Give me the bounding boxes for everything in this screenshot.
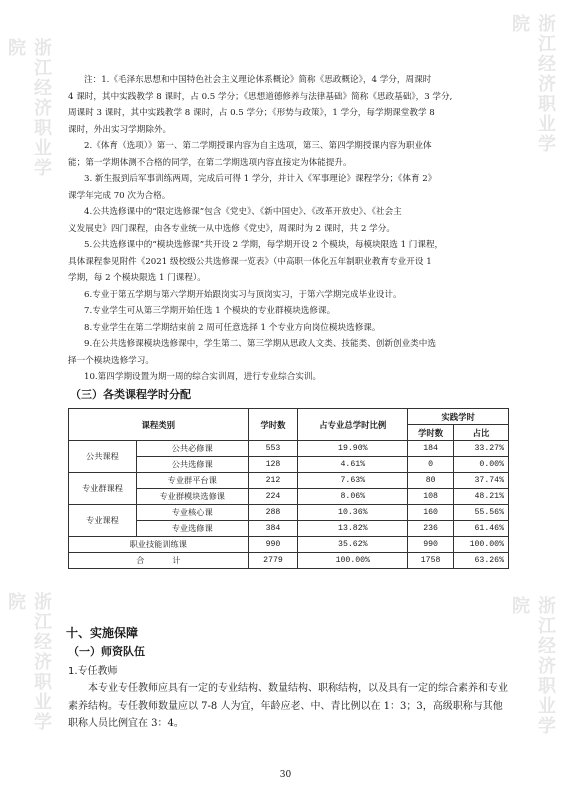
ratio-cell: 13.82%: [298, 521, 408, 537]
note-2-line-a: 2.《体育（选项）》第一、第二学期授课内容为自主选项，第三、第四学期授课内容为职业体: [84, 141, 432, 151]
header-ratio: 占专业总学时比例: [298, 409, 408, 441]
note-5-line-a: 5.公共选修课中的“模块选修课”共开设 2 学期，每学期开设 2 个模块，每模块限选 1 门课程，: [84, 240, 444, 250]
note-3-line-a: 3. 新生报到后军事训练两周，完成后可得 1 学分，并计入《军事理论》课程学分；《体育 2》: [84, 174, 437, 184]
note-5-line-b: 具体课程参见附件《2021 级校级公共选修课一览表》（中高职一体化五年制职业教育专业开设 1: [68, 256, 432, 267]
hours-cell: 2779: [248, 553, 298, 569]
watermark-stamp-right-bottom: 浙江经济职业学院: [509, 596, 556, 736]
section-10-heading: 十、实施保障: [66, 626, 139, 640]
group-name: 专业群课程: [69, 473, 137, 505]
practice-ratio-cell: 55.56%: [454, 505, 509, 521]
sub-category: 专业核心课: [136, 505, 248, 521]
header-hours: 学时数: [248, 409, 298, 441]
sub-category: 专业选修课: [136, 521, 248, 537]
practice-hours-cell: 1758: [408, 553, 454, 569]
ratio-cell: 4.61%: [298, 457, 408, 473]
hours-cell: 128: [248, 457, 298, 473]
table-row: [69, 441, 509, 457]
header-practice-hours: 学时数: [408, 425, 454, 441]
practice-hours-cell: 184: [408, 441, 454, 457]
note-4: [68, 204, 508, 237]
ratio-cell: 35.62%: [298, 537, 408, 553]
hours-cell: 553: [248, 441, 298, 457]
page-number: 30: [279, 770, 292, 780]
table-row-skills: [69, 537, 509, 553]
watermark-stamp-left-bottom: 浙江经济职业学院: [5, 592, 52, 732]
note-6: 6.专业于第五学期与第六学期开始跟岗实习与顶岗实习，于第六学期完成毕业设计。: [84, 289, 402, 300]
practice-ratio-cell: 63.26%: [454, 553, 509, 569]
note-1: [68, 72, 508, 138]
ratio-cell: 100.00%: [298, 553, 408, 569]
ratio-cell: 10.36%: [298, 505, 408, 521]
ratio-cell: 7.63%: [298, 473, 408, 489]
note-5: [68, 237, 508, 287]
table-row: [69, 473, 509, 489]
note-7: 7.专业学生可从第三学期开始任选 1 个模块的专业群模块选修课。: [84, 306, 336, 316]
practice-hours-cell: 990: [408, 537, 454, 553]
notes-block: [68, 72, 508, 386]
practice-hours-cell: 236: [408, 521, 454, 537]
hours-cell: 224: [248, 489, 298, 505]
practice-hours-cell: 160: [408, 505, 454, 521]
practice-ratio-cell: 33.27%: [454, 441, 509, 457]
note-2: [68, 138, 508, 171]
note-2-line-b: 能；第一学期体测不合格的同学，在第二学期选项内容直接定为体能提升。: [68, 157, 352, 168]
note-3: [68, 171, 508, 204]
teacher-paragraph: 本专业专任教师应具有一定的专业结构、数量结构、职称结构，以及具有一定的综合素养和专业素养结构。专任教师数量应以 7-8 人为宜，年龄应老、中、青比例以在 1：3；3，高级职称与其他职称人员比例宜在 3：4。: [68, 683, 508, 729]
ratio-cell: 8.06%: [298, 489, 408, 505]
hours-cell: 384: [248, 521, 298, 537]
sub-category: 专业群模块选修课: [136, 489, 248, 505]
header-category: 课程类别: [69, 409, 249, 441]
hours-cell: 212: [248, 473, 298, 489]
note-9-line-b: 择一个模块选修学习。: [68, 355, 154, 366]
sub-category: 公共选修课: [136, 457, 248, 473]
note-1-line-a: 注：1.《毛泽东思想和中国特色社会主义理论体系概论》简称《思政概论》，4 学分，周课时: [84, 75, 432, 85]
course-hours-table: [68, 408, 509, 569]
note-5-line-c: 学期，每 2 个模块限选 1 门课程）。: [68, 273, 206, 283]
note-4-line-b: 义发展史》四门课程，由各专业统一从中选修《党史》，周课时为 2 课时，共 2 学分。: [68, 223, 395, 234]
practice-ratio-cell: 0.00%: [454, 457, 509, 473]
group-name: 专业课程: [69, 505, 137, 537]
note-1-line-b: 4 课时，其中实践教学 8 课时，占 0.5 学分；《思想道德修养与法律基础》简称《思政基础》，3 学分,: [68, 91, 453, 102]
note-9-line-a: 9.在公共选修课模块选修课中，学生第二、第三学期从思政人文类、技能类、创新创业类中选: [84, 339, 436, 349]
table-row: [69, 505, 509, 521]
sub-category: 公共必修课: [136, 441, 248, 457]
note-3-line-b: 课学年完成 70 次为合格。: [68, 190, 171, 201]
skills-label: 职业技能训练课: [69, 537, 249, 553]
note-1-line-d: 课时，外出实习学期除外。: [68, 124, 172, 135]
total-label: [69, 553, 249, 569]
note-8: 8.专业学生在第二学期结束前 2 周可任意选择 1 个专业方向岗位模块选修课。: [84, 322, 381, 333]
note-1-line-c: 周课时 3 课时，其中实践教学 8 课时，占 0.5 学分；《形势与政策》，1 学分，每学期课堂教学 8: [68, 108, 435, 118]
table-row-total: [69, 553, 509, 569]
note-4-line-a: 4.公共选修课中的“限定选修课”包含《党史》、《新中国史》、《改革开放史》、《社会主: [84, 207, 402, 217]
total-label-b: 计: [172, 555, 181, 565]
watermark-stamp-left-top: 浙江经济职业学院: [5, 38, 52, 178]
note-10: 10.第四学期设置为期一周的综合实训周，进行专业综合实训。: [84, 372, 322, 382]
note-9: [68, 336, 508, 369]
section-10-item-heading: 1.专任教师: [68, 666, 118, 677]
ratio-cell: 19.90%: [298, 441, 408, 457]
section-10-subheading: （一）师资队伍: [68, 645, 145, 658]
group-name: 公共课程: [69, 441, 137, 473]
sub-category: 专业群平台课: [136, 473, 248, 489]
practice-hours-cell: 108: [408, 489, 454, 505]
section-3-heading: （三）各类课程学时分配: [70, 388, 191, 401]
header-practice: 实践学时: [408, 409, 509, 425]
practice-ratio-cell: 37.74%: [454, 473, 509, 489]
practice-ratio-cell: 61.46%: [454, 521, 509, 537]
hours-cell: 990: [248, 537, 298, 553]
practice-ratio-cell: 100.00%: [454, 537, 509, 553]
table-header-row: [69, 409, 509, 425]
practice-hours-cell: 80: [408, 473, 454, 489]
practice-hours-cell: 0: [408, 457, 454, 473]
watermark-stamp-right-top: 浙江经济职业学院: [509, 14, 556, 154]
header-practice-ratio: 占比: [454, 425, 509, 441]
total-label-a: 合: [136, 555, 145, 565]
practice-ratio-cell: 48.21%: [454, 489, 509, 505]
hours-cell: 288: [248, 505, 298, 521]
